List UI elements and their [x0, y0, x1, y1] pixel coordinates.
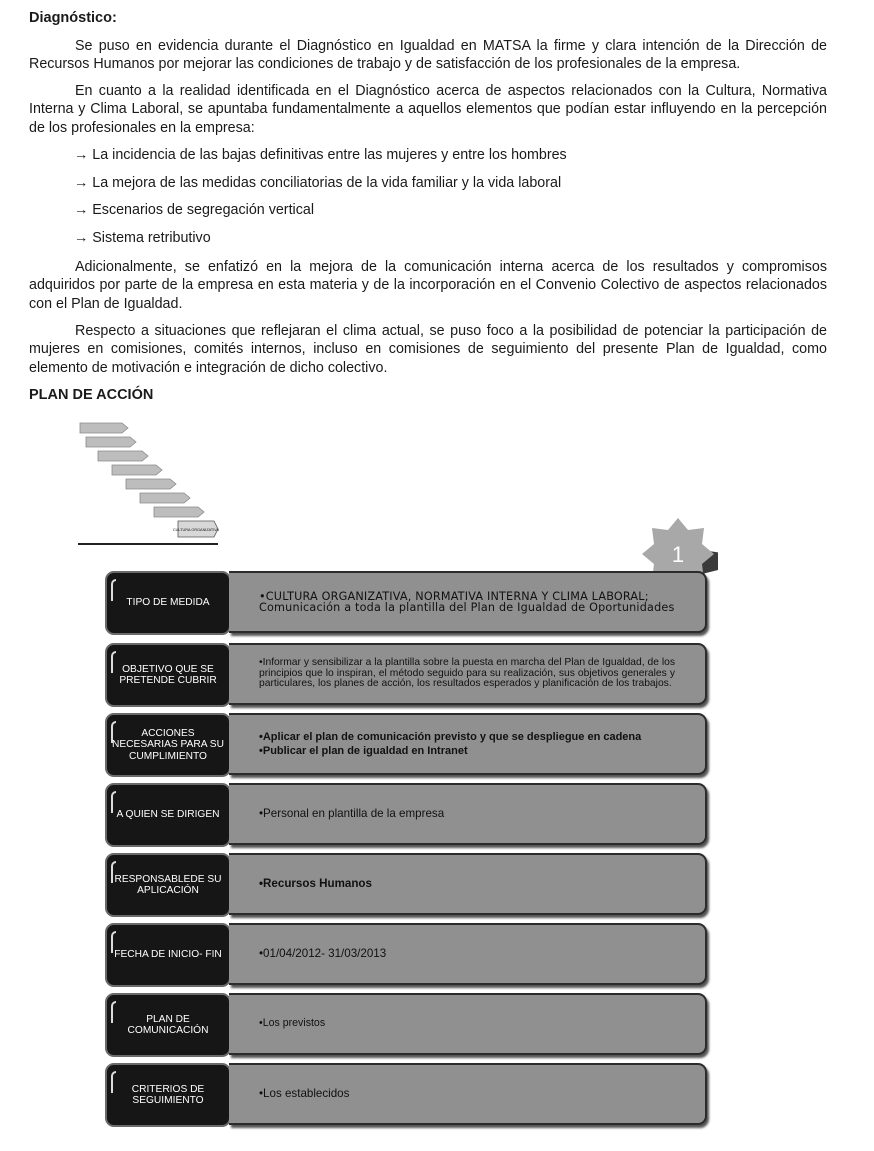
row-label: RESPONSABLEDE SU APLICACIÓN [105, 853, 231, 917]
row-content: •Los establecidos [229, 1063, 707, 1125]
stair-label: CULTURA ORGANIZATIVA [172, 528, 220, 532]
row-content: •Personal en plantilla de la empresa [229, 783, 707, 845]
row-content: •01/04/2012- 31/03/2013 [229, 923, 707, 985]
badge-number: 1 [671, 542, 685, 567]
plan-row-responsable [105, 853, 711, 917]
bullet-item: → La incidencia de las bajas definitivas entre las mujeres y entre los hombres [74, 147, 567, 163]
paragraph-3: Adicionalmente, se enfatizó en la mejora de la comunicación interna acerca de los resultados y compromisos adquiridos por parte de la empresa en esta materia y de la incorporación en el Convenio Colectivo de aspectos relacionados con el Plan de Igualdad. [29, 259, 827, 312]
plan-row-acciones [105, 713, 711, 777]
row-label: FECHA DE INICIO- FIN [105, 923, 231, 987]
row-label: PLAN DE COMUNICACIÓN [105, 993, 231, 1057]
row-label: A QUIEN SE DIRIGEN [105, 783, 231, 847]
bullet-item: → Escenarios de segregación vertical [74, 202, 314, 218]
bullet-item: → Sistema retributivo [74, 230, 211, 246]
row-content: •Los previstos [229, 993, 707, 1055]
row-content: •Informar y sensibilizar a la plantilla sobre la puesta en marcha del Plan de Igualdad, de los principios que lo inspiran, el método seguido para su realización, sus objetivos generales y particulares, los planes de acción, los resultados esperados y planificación de los trabajos. [229, 643, 707, 705]
paragraph-4: Respecto a situaciones que reflejaran el clima actual, se puso foco a la posibilidad de potenciar la participación de mujeres en comisiones, comités internos, incluso en comisiones de seguimiento del presente Plan de Igualdad, como elemento de motivación e integración de dicho colectivo. [29, 323, 827, 376]
plan-row-comunicacion [105, 993, 711, 1057]
plan-row-seguimiento [105, 1063, 711, 1127]
row-label: ACCIONES NECESARIAS PARA SU CUMPLIMIENTO [105, 713, 231, 777]
section-heading-plan: PLAN DE ACCIÓN [29, 387, 154, 403]
row-content: •Recursos Humanos [229, 853, 707, 915]
row-content: •Aplicar el plan de comunicación previsto y que se despliegue en cadena •Publicar el plan de igualdad en Intranet [229, 713, 707, 775]
section-heading-diagnostico: Diagnóstico: [29, 10, 117, 26]
bullet-item: → La mejora de las medidas conciliatorias de la vida familiar y la vida laboral [74, 175, 562, 191]
paragraph-1: Se puso en evidencia durante el Diagnóstico en Igualdad en MATSA la firme y clara intención de la Dirección de Recursos Humanos por mejorar las condiciones de trabajo y de satisfacción de los profesionales de la empresa. [29, 38, 827, 73]
plan-row-fecha [105, 923, 711, 987]
paragraph-2: En cuanto a la realidad identificada en el Diagnóstico acerca de aspectos relacionados con la Cultura, Normativa Interna y Clima Laboral, se apuntaba fundamentalmente a aquellos elementos que podían estar influyendo en la percepción de los profesionales en la empresa: [29, 83, 827, 136]
plan-row-destinatarios [105, 783, 711, 847]
row-label: TIPO DE MEDIDA [105, 571, 231, 635]
plan-row-tipo [105, 571, 711, 635]
row-label: OBJETIVO QUE SE PRETENDE CUBRIR [105, 643, 231, 707]
plan-row-objetivo [105, 643, 711, 707]
row-label: CRITERIOS DE SEGUIMIENTO [105, 1063, 231, 1127]
staircase-diagram [70, 415, 250, 550]
row-content: •CULTURA ORGANIZATIVA, NORMATIVA INTERNA Y CLIMA LABORAL; Comunicación a toda la plantilla del Plan de Igualdad de Oportunidades [229, 571, 707, 633]
